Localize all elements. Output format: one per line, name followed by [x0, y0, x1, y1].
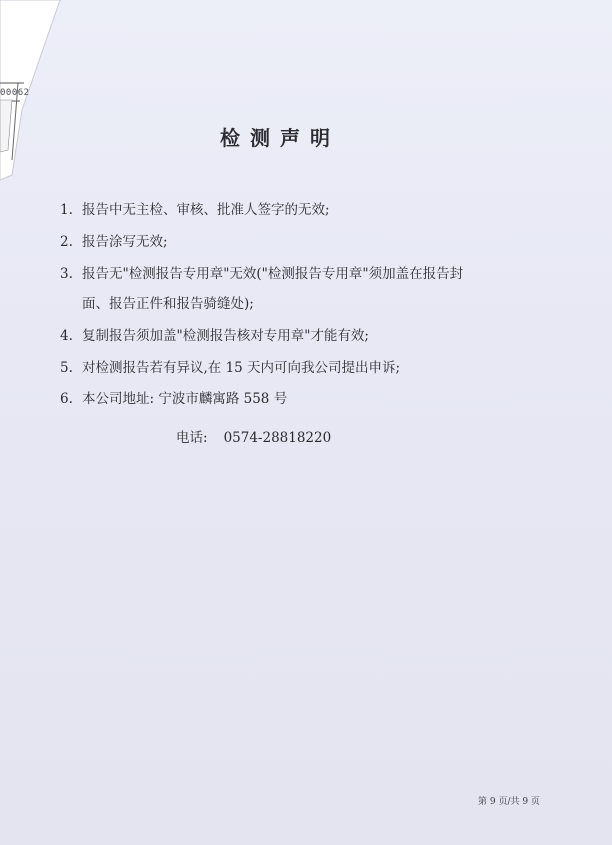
- phone-line: [176, 426, 331, 446]
- document-title: 检测声明: [220, 126, 340, 150]
- item-text: 本公司地址: 宁波市麟寓路 558 号: [82, 391, 288, 407]
- item-text: 复制报告须加盖"检测报告核对专用章"才能有效;: [82, 328, 369, 344]
- phone-label: 电话:: [176, 430, 208, 446]
- list-item: [60, 358, 400, 378]
- underlying-page-number: 00062: [0, 88, 30, 98]
- item-text: 面、报告正件和报告骑缝处);: [82, 296, 254, 312]
- item-text: 报告涂写无效;: [82, 234, 168, 250]
- list-item: [60, 200, 330, 220]
- item-text: 报告无"检测报告专用章"无效("检测报告专用章"须加盖在报告封: [82, 266, 464, 282]
- list-item: [60, 326, 369, 346]
- list-item: [60, 389, 287, 409]
- list-item: [60, 232, 168, 252]
- page-footer: 第 9 页/共 9 页: [478, 797, 540, 807]
- item-number: 1.: [60, 202, 73, 218]
- item-number: 4.: [60, 328, 73, 344]
- item-number: 5.: [60, 360, 73, 376]
- item-text: 对检测报告若有异议,在 15 天内可向我公司提出申诉;: [82, 360, 401, 376]
- list-item-continuation: [60, 294, 254, 314]
- phone-number: 0574-28818220: [223, 430, 332, 446]
- list-item: [60, 264, 463, 284]
- item-number: 2.: [60, 234, 73, 250]
- item-text: 报告中无主检、审核、批准人签字的无效;: [82, 202, 330, 218]
- item-number: 6.: [60, 391, 73, 407]
- item-number: 3.: [60, 266, 73, 282]
